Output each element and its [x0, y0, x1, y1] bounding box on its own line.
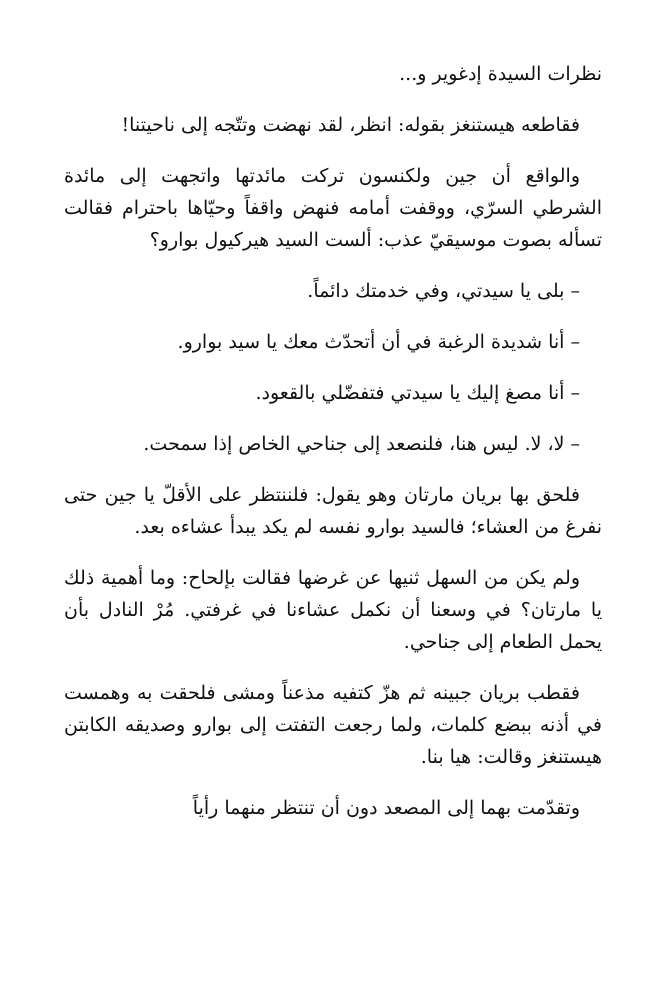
paragraph-jane-approaches: والواقع أن جين ولكنسون تركت مائدتها واتجهت إلى مائدة الشرطي السرّي، ووقفت أمامه فنهض واقفاً وحيّاها باحترام فقالت تسأله بصوت موسيقيّ عذب: ألست السيد هيركيول بوارو؟ [64, 165, 602, 251]
paragraph-bryan-follows: فلحق بها بريان مارتان وهو يقول: فلننتظر على الأقلّ يا جين حتى نفرغ من العشاء؛ فالسيد بوارو نفسه لم يكد يبدأ عشاءه بعد. [64, 484, 602, 538]
dialogue-line-4: – لا، لا. ليس هنا، فلنصعد إلى جناحي الخاص إذا سمحت. [143, 433, 580, 455]
paragraph-hastings-interrupts: فقاطعه هيستنغز بقوله: انظر، لقد نهضت وتتّجه إلى ناحيتنا! [121, 114, 580, 136]
paragraph-elevator: وتقدّمت بهما إلى المصعد دون أن تنتظر منهما رأياً [192, 797, 580, 819]
book-page [64, 58, 602, 843]
dialogue-line-1: – بلى يا سيدتي، وفي خدمتك دائماً. [307, 280, 580, 302]
paragraph-jane-insists: ولم يكن من السهل ثنيها عن غرضها فقالت بإلحاح: وما أهمية ذلك يا مارتان؟ في وسعنا أن نكمل عشاءنا في غرفتي. مُرْ النادل بأن يحمل الطعام إلى جناحي. [64, 567, 602, 653]
paragraph-bryan-frowns: فقطب بريان جبينه ثم هزّ كتفيه مذعناً ومشى فلحقت به وهمست في أذنه ببضع كلمات، ولما رجعت التفتت إلى بوارو وصديقه الكابتن هيستنغز وقالت: هيا بنا. [64, 682, 602, 768]
dialogue-line-2: – أنا شديدة الرغبة في أن أتحدّث معك يا سيد بوارو. [177, 331, 580, 353]
paragraph-continuation: نظرات السيدة إدغوير و... [399, 63, 602, 85]
dialogue-line-3: – أنا مصغ إليك يا سيدتي فتفضّلي بالقعود. [255, 382, 580, 404]
